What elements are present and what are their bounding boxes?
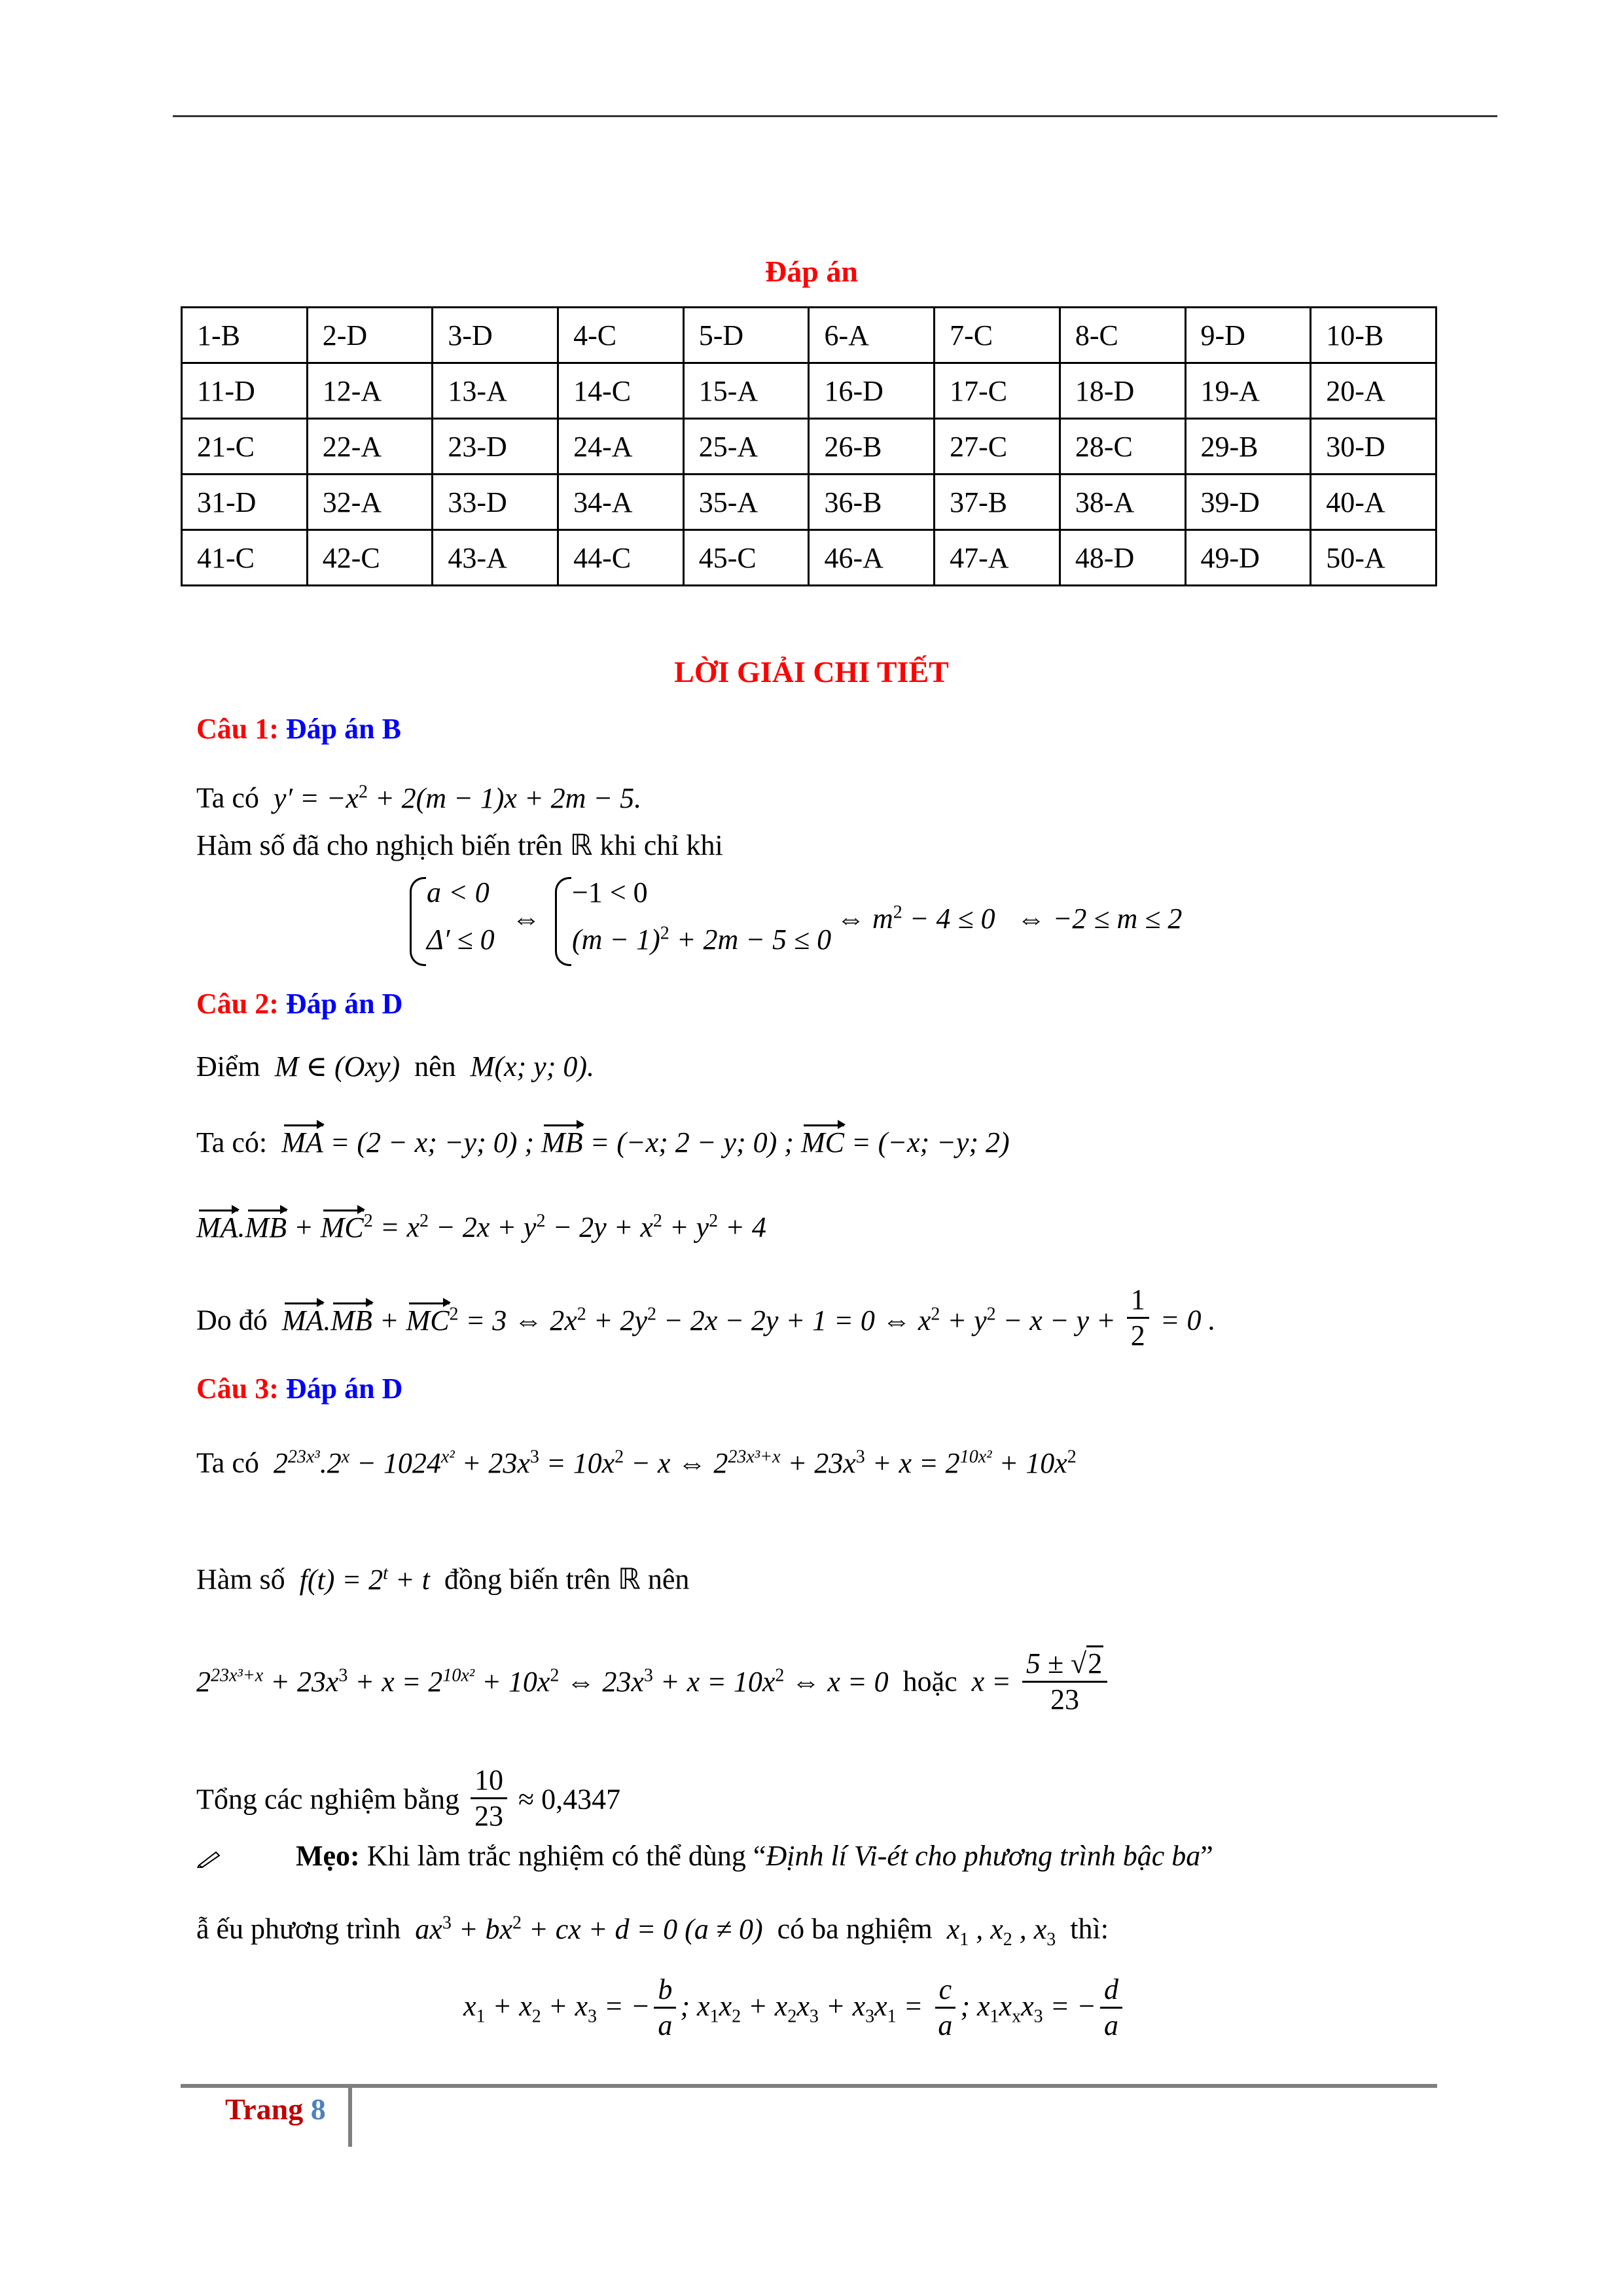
table-cell: 38-A	[1060, 475, 1185, 530]
table-cell: 40-A	[1311, 475, 1436, 530]
q3-real-set: ℝ	[617, 1562, 641, 1596]
table-cell: 12-A	[307, 363, 433, 419]
q1-line-2	[196, 826, 723, 865]
table-cell: 46-A	[809, 530, 935, 586]
table-cell: 5-D	[683, 308, 809, 363]
q3-vieta-formula: $x_1 + x_2 + x_3$ = − $\frac{b}{a}$ ; $x_1x_2 + x_2x_3 + x_3x_1$ = $\frac{c}{a}$ ; $x_1x_xx_3$ = − $\frac{d}{a}$	[463, 1974, 1126, 2044]
table-cell: 10-B	[1311, 308, 1436, 363]
q3-line2-text: Hàm số	[196, 1563, 285, 1596]
q3-line-3: $2^{23x^3+x} + 23x^3 + x = 2^{10x^2} + 10x^2$ ⇔ $23x^3 + x = 10x^2$ ⇔ x = 0 hoặc x = $\frac{5 \pm √2}{23}$	[196, 1649, 1111, 1719]
table-cell: 35-A	[683, 475, 809, 530]
tip-label: Mẹo:	[296, 1840, 360, 1872]
pencil-icon	[196, 1848, 223, 1868]
q3-line1-text: Ta có	[196, 1446, 259, 1479]
table-cell: 2-D	[307, 308, 433, 363]
tip-line2-mid: có ba nghiệm	[777, 1912, 933, 1945]
table-cell: 7-C	[935, 308, 1060, 363]
table-row	[182, 308, 1436, 363]
q3-sum-value: 0,4347	[541, 1783, 621, 1816]
question-2-answer: Đáp án D	[285, 988, 403, 1020]
q2-line2-text: Ta có:	[196, 1126, 268, 1158]
table-cell: 6-A	[809, 308, 935, 363]
table-cell: 21-C	[182, 419, 308, 475]
table-cell: 26-B	[809, 419, 935, 475]
tip-line2-prefix: ẫ ếu phương trình	[196, 1912, 401, 1945]
question-3-heading	[196, 1372, 402, 1405]
q1-line1-text: Ta có	[196, 781, 259, 814]
footer-rule	[181, 2084, 1437, 2088]
question-1-label: Câu 1:	[196, 713, 279, 745]
table-row	[182, 363, 1436, 419]
q2-line1-mid: nên	[414, 1050, 456, 1083]
tip-text: Khi làm trắc nghiệm có thể dùng “	[366, 1840, 766, 1872]
table-cell: 20-A	[1311, 363, 1436, 419]
table-cell: 49-D	[1185, 530, 1311, 586]
q2-line1-text: Điểm	[196, 1050, 260, 1083]
table-cell: 39-D	[1185, 475, 1311, 530]
q2-line-4: Do đó $MA.MB + MC^2 = 3$ ⇔ $2x^2 + 2y^2 - 2x - 2y + 1 = 0$ ⇔ $x^2 + y^2 - x - y$ + $\frac{1}{2}$ = 0 .	[196, 1283, 1216, 1352]
q2-line-2: Ta có: MA = (2 − x; −y; 0) ; MB = (−x; 2 − y; 0) ; MC = (−x; −y; 2)	[196, 1123, 1010, 1162]
table-cell: 48-D	[1060, 530, 1185, 586]
question-3-answer: Đáp án D	[285, 1372, 403, 1405]
q3-tip-line-2: ẫ ếu phương trình $ax^3 + bx^2$ + cx + d = 0 (a ≠ 0) có ba nghiệm $x_1$ , $x_2$ , $x_3$ thì:	[196, 1912, 1109, 1950]
table-cell: 36-B	[809, 475, 935, 530]
table-cell: 18-D	[1060, 363, 1185, 419]
table-cell: 4-C	[558, 308, 684, 363]
q3-line2-mid: đồng biến trên	[444, 1563, 611, 1596]
table-cell: 34-A	[558, 475, 684, 530]
header-rule	[173, 115, 1497, 117]
q3-line4-text: Tổng các nghiệm bằng	[196, 1783, 459, 1816]
page-number	[225, 2092, 326, 2126]
table-cell: 47-A	[935, 530, 1060, 586]
table-cell: 32-A	[307, 475, 433, 530]
table-cell: 14-C	[558, 363, 684, 419]
table-cell: 9-D	[1185, 308, 1311, 363]
q3-line-4: Tổng các nghiệm bằng $\frac{10}{23}$ ≈ 0,4347	[196, 1764, 621, 1832]
table-cell: 43-A	[433, 530, 558, 586]
table-cell: 33-D	[433, 475, 558, 530]
table-cell: 17-C	[935, 363, 1060, 419]
table-cell: 28-C	[1060, 419, 1185, 475]
table-cell: 19-A	[1185, 363, 1311, 419]
q2-line-1: Điểm M ∈ (Oxy) nên M(x; y; 0).	[196, 1050, 594, 1083]
table-cell: 16-D	[809, 363, 935, 419]
tip-close: ”	[1200, 1840, 1213, 1872]
table-cell: 27-C	[935, 419, 1060, 475]
q3-line-2: Hàm số $f(t) = 2^t + t$ đồng biến trên ℝ nên	[196, 1562, 690, 1596]
answer-table	[181, 306, 1437, 586]
page-value: 8	[310, 2092, 326, 2126]
tip-line2-suffix: thì:	[1070, 1912, 1109, 1945]
tip-italic: Định lí Vi-ét cho phương trình bậc ba	[766, 1840, 1201, 1872]
table-cell: 15-A	[683, 363, 809, 419]
answer-title: Đáp án	[765, 255, 858, 288]
q1-line-1	[196, 772, 641, 818]
q2-line4-text: Do đó	[196, 1304, 268, 1336]
page-label: Trang	[225, 2092, 304, 2126]
table-cell: 44-C	[558, 530, 684, 586]
table-row	[182, 475, 1436, 530]
q2-line-3: $MA.MB + MC^2 = x^2 - 2x + y^2 - 2y + x^2 + y^2 + 4$	[196, 1202, 766, 1247]
table-cell: 42-C	[307, 530, 433, 586]
table-cell: 31-D	[182, 475, 308, 530]
table-cell: 45-C	[683, 530, 809, 586]
table-cell: 8-C	[1060, 308, 1185, 363]
table-cell: 11-D	[182, 363, 308, 419]
table-cell: 37-B	[935, 475, 1060, 530]
table-cell: 30-D	[1311, 419, 1436, 475]
q1-derivative-formula: $y' = -x^2 + 2(m - 1)x + 2m - 5$.	[266, 781, 642, 814]
table-row	[182, 530, 1436, 586]
table-cell: 50-A	[1311, 530, 1436, 586]
question-1-answer: Đáp án B	[285, 713, 401, 745]
table-cell: 1-B	[182, 308, 308, 363]
q3-line2-suffix: nên	[647, 1563, 690, 1596]
table-cell: 29-B	[1185, 419, 1311, 475]
table-cell: 41-C	[182, 530, 308, 586]
question-1-heading	[196, 712, 401, 745]
footer-divider	[348, 2087, 352, 2147]
question-2-label: Câu 2:	[196, 988, 279, 1020]
solution-title: LỜI GIẢI CHI TIẾT	[674, 655, 949, 689]
q3-line-1: Ta có $2^{23x^3}.2^x - 1024^{x^2} + 23x^3 = 10x^2 - x$ ⇔ $2^{23x^3+x} + 23x^3 + x = 2^{10x^2} + 10x^2$	[196, 1446, 1077, 1479]
table-cell: 24-A	[558, 419, 684, 475]
q3-or-text: hoặc	[902, 1665, 957, 1698]
table-cell: 23-D	[433, 419, 558, 475]
question-3-label: Câu 3:	[196, 1372, 279, 1405]
q1-line2-suffix: khi chỉ khi	[599, 829, 723, 861]
q1-line2-text: Hàm số đã cho nghịch biến trên	[196, 829, 563, 861]
table-row	[182, 419, 1436, 475]
question-2-heading	[196, 987, 402, 1020]
q1-real-set: ℝ	[569, 829, 593, 862]
table-cell: 25-A	[683, 419, 809, 475]
table-cell: 13-A	[433, 363, 558, 419]
table-cell: 3-D	[433, 308, 558, 363]
table-cell: 22-A	[307, 419, 433, 475]
q3-tip-line-1	[196, 1837, 1213, 1876]
